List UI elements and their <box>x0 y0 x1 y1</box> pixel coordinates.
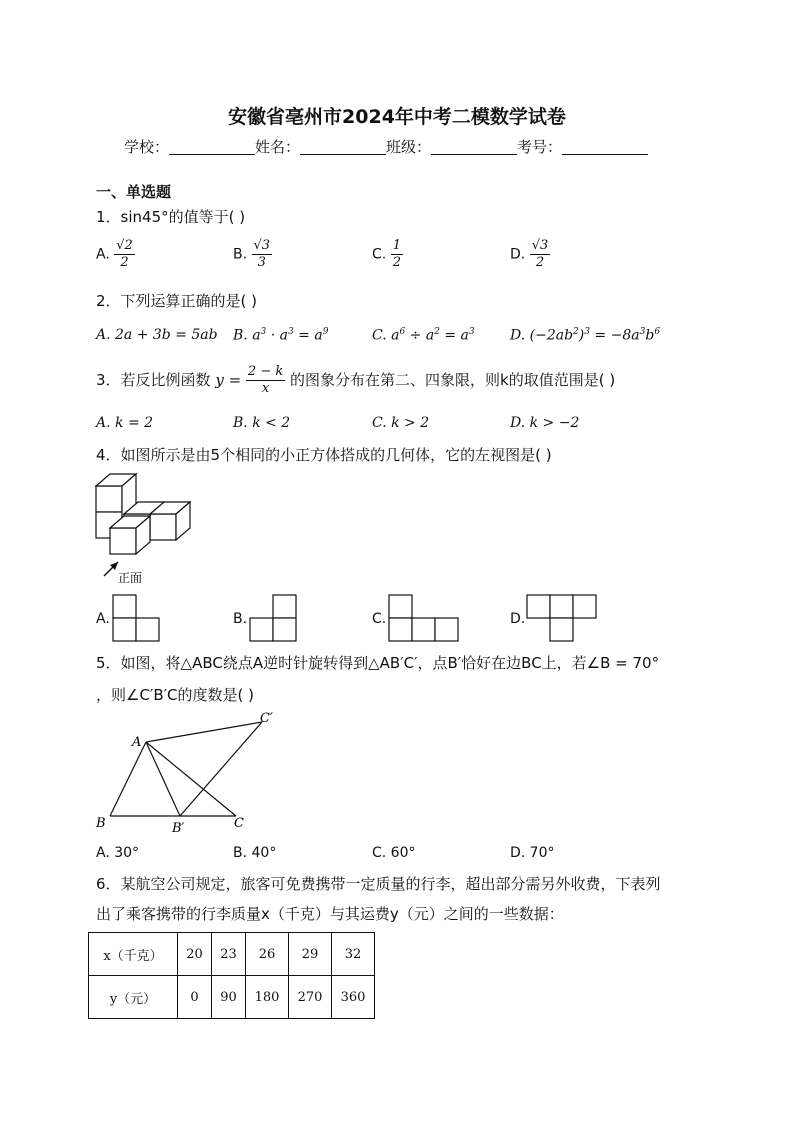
option-letter: A. <box>96 246 110 263</box>
vertex-a-label: A <box>132 735 142 750</box>
exam-title: 安徽省亳州市2024年中考二模数学试卷 <box>228 106 566 128</box>
vertex-c-label: C <box>234 816 244 831</box>
q3-option-c: C. k > 2 <box>372 415 430 431</box>
table-cell: 180 <box>246 976 289 1019</box>
q1-option-b <box>233 238 272 271</box>
data-table <box>88 932 375 1019</box>
q2-option-c: C. $a^6 \div a^2 = a^3$ <box>372 327 475 344</box>
front-label: 正面 <box>118 571 143 585</box>
class-blank <box>431 140 517 155</box>
q4-option-c-letter: C. <box>372 611 387 627</box>
table-cell: 26 <box>246 933 289 976</box>
table-row <box>89 976 375 1019</box>
cube-figure <box>94 470 204 588</box>
number-label: 考号： <box>517 138 563 156</box>
table-cell: 20 <box>178 933 212 976</box>
vertex-cprime-label: C′ <box>260 711 273 726</box>
q5-option-b: B. 40° <box>233 845 277 861</box>
question-5-stem-line2: ，则∠C′B′C的度数是( ) <box>96 686 254 704</box>
table-cell: 90 <box>212 976 246 1019</box>
q5-option-c: C. 60° <box>372 845 416 861</box>
table-cell: 23 <box>212 933 246 976</box>
question-2-stem: 2．下列运算正确的是( ) <box>96 292 258 310</box>
q3-option-d: D. k > −2 <box>510 415 580 431</box>
table-cell: 0 <box>178 976 212 1019</box>
fraction: $\frac{2 - k}{x}$ <box>247 364 284 396</box>
vertex-b-label: B <box>96 816 106 831</box>
school-label: 学校： <box>124 138 170 156</box>
option-letter: C. <box>372 246 387 263</box>
question-1-stem: 1．sin45°的值等于( ) <box>96 208 246 226</box>
table-cell: 29 <box>289 933 332 976</box>
q4-option-d-letter: D. <box>510 611 526 627</box>
cube-face <box>150 514 176 540</box>
q4-option-b-letter: B. <box>233 611 248 627</box>
option-letter: B. <box>233 246 248 263</box>
q2-option-d: D. $(-2ab^2)^3 = -8a^3b^6$ <box>510 327 661 344</box>
question-5-stem-line1: 5．如图，将△ABC绕点A逆时针旋转得到△AB′C′，点B′恰好在边BC上，若∠B = 70° <box>96 654 660 672</box>
table-header-cell: y（元） <box>89 976 178 1019</box>
fraction: $\frac{√3}{2}$ <box>531 238 549 270</box>
q5-option-a: A. 30° <box>96 845 140 861</box>
table-cell: 32 <box>332 933 375 976</box>
name-blank <box>300 140 386 155</box>
q1-option-c <box>372 238 403 271</box>
question-6-stem-line1: 6．某航空公司规定，旅客可免费携带一定质量的行李，超出部分需另外收费，下表列 <box>96 875 661 893</box>
q3-option-a: A. k = 2 <box>96 415 154 431</box>
fraction: $\frac{√2}{2}$ <box>116 238 133 270</box>
question-4-stem: 4．如图所示是由5个相同的小正方体搭成的几何体，它的左视图是( ) <box>96 446 552 464</box>
fraction: $\frac{√3}{3}$ <box>253 238 271 270</box>
vertex-bprime-label: B′ <box>172 821 185 836</box>
q3-option-b: B. k < 2 <box>233 415 291 431</box>
q4-option-b-view <box>249 594 301 642</box>
q4-option-a-view <box>112 594 164 642</box>
triangle-figure <box>94 708 294 838</box>
q4-option-a-letter: A. <box>96 611 110 627</box>
table-row <box>89 933 375 976</box>
cube-face <box>96 486 122 512</box>
q5-option-d: D. 70° <box>510 845 555 861</box>
class-label: 班级： <box>386 138 432 156</box>
option-letter: D. <box>510 246 526 263</box>
number-blank <box>562 140 648 155</box>
q2-option-a: A. 2a + 3b = 5ab <box>96 327 218 343</box>
name-label: 姓名： <box>255 138 301 156</box>
q2-option-b: B. $a^3 \cdot a^3 = a^9$ <box>233 327 329 344</box>
q4-option-c-view <box>388 594 462 642</box>
table-cell: 360 <box>332 976 375 1019</box>
student-info-line <box>124 136 648 157</box>
q1-option-d <box>510 238 550 271</box>
q1-option-a <box>96 238 135 271</box>
q4-option-d-view <box>526 594 600 642</box>
table-header-cell: x（千克） <box>89 933 178 976</box>
section-heading: 一、单选题 <box>96 183 172 201</box>
fraction: $\frac{1}{2}$ <box>392 238 401 270</box>
cube-face <box>110 528 136 554</box>
school-blank <box>169 140 255 155</box>
question-6-stem-line2: 出了乘客携带的行李质量x（千克）与其运费y（元）之间的一些数据： <box>96 905 564 923</box>
table-cell: 270 <box>289 976 332 1019</box>
question-3-stem: 3．若反比例函数 y = $\frac{2 - k}{x}$ 的图象分布在第二、四象限，则k的取值范围是( ) <box>96 364 616 396</box>
